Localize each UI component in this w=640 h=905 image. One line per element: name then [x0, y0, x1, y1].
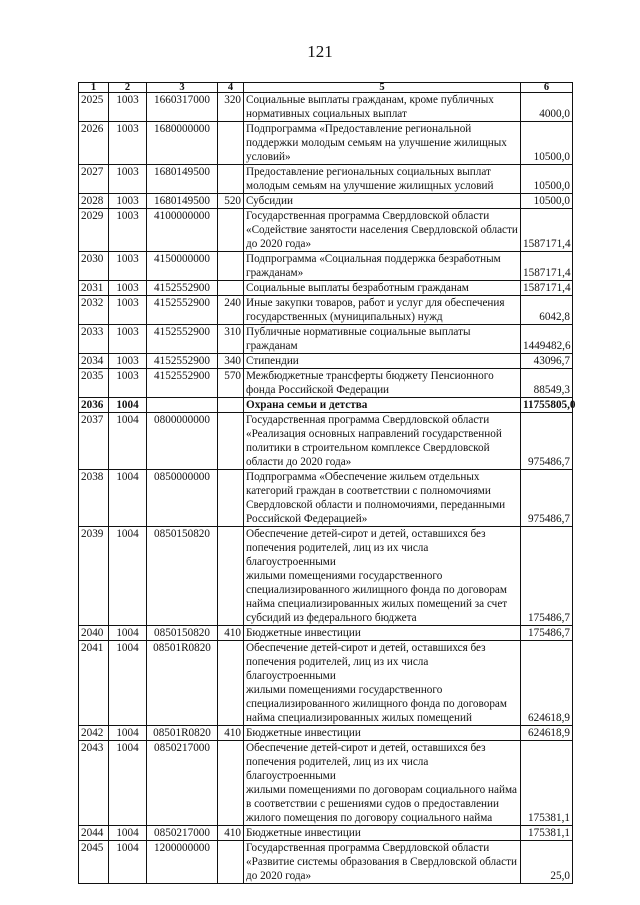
item-name: Предоставление региональных социальных выплат молодым семьям на улучшение жилищных условий: [244, 165, 521, 194]
item-name: Социальные выплаты гражданам, кроме публичных нормативных социальных выплат: [244, 93, 521, 122]
row-number: 2027: [79, 165, 109, 194]
col-header: 1: [79, 83, 109, 93]
target-article-code: 0850150820: [147, 626, 218, 641]
section-code: 1004: [109, 413, 147, 470]
table-row: [79, 726, 573, 741]
amount: 25,0: [521, 841, 573, 884]
item-name: Государственная программа Свердловской области «Развитие системы образования в Свердловской области до 2020 года»: [244, 841, 521, 884]
expense-type-code: [218, 841, 244, 884]
expense-type-code: [218, 413, 244, 470]
section-code: 1003: [109, 281, 147, 296]
table-row: [79, 281, 573, 296]
row-number: 2043: [79, 741, 109, 826]
item-name: Иные закупки товаров, работ и услуг для обеспечения государственных (муниципальных) нужд: [244, 296, 521, 325]
table-row: [79, 325, 573, 354]
table-row: [79, 296, 573, 325]
row-number: 2045: [79, 841, 109, 884]
section-code: 1004: [109, 641, 147, 726]
section-code: 1003: [109, 369, 147, 398]
section-code: 1004: [109, 398, 147, 413]
table-row: [79, 826, 573, 841]
expense-type-code: 320: [218, 93, 244, 122]
expense-type-code: 570: [218, 369, 244, 398]
col-header: 3: [147, 83, 218, 93]
expense-type-code: [218, 252, 244, 281]
table-row: [79, 413, 573, 470]
row-number: 2044: [79, 826, 109, 841]
expense-type-code: [218, 470, 244, 527]
target-article-code: 0800000000: [147, 413, 218, 470]
target-article-code: 4152552900: [147, 325, 218, 354]
section-code: 1004: [109, 726, 147, 741]
row-number: 2037: [79, 413, 109, 470]
item-name: Бюджетные инвестиции: [244, 826, 521, 841]
col-header: 6: [521, 83, 573, 93]
item-name: Бюджетные инвестиции: [244, 626, 521, 641]
expense-type-code: [218, 281, 244, 296]
amount: 624618,9: [521, 726, 573, 741]
row-number: 2034: [79, 354, 109, 369]
section-code: 1004: [109, 841, 147, 884]
table-row: [79, 194, 573, 209]
target-article-code: 4152552900: [147, 296, 218, 325]
item-name: Стипендии: [244, 354, 521, 369]
amount: 975486,7: [521, 413, 573, 470]
row-number: 2028: [79, 194, 109, 209]
target-article-code: 1680149500: [147, 165, 218, 194]
target-article-code: 1680000000: [147, 122, 218, 165]
section-code: 1004: [109, 826, 147, 841]
expense-type-code: 410: [218, 726, 244, 741]
amount: 11755805,0: [521, 398, 573, 413]
amount: 975486,7: [521, 470, 573, 527]
table-row: [79, 252, 573, 281]
expense-type-code: 340: [218, 354, 244, 369]
col-header: 2: [109, 83, 147, 93]
item-name: Подпрограмма «Предоставление региональной поддержки молодым семьям на улучшение жилищных условий»: [244, 122, 521, 165]
item-name: Обеспечение детей-сирот и детей, оставшихся без попечения родителей, лиц из их числа благоустроенными жилыми помещениями государственного специализированного жилищного фонда по договорам найма специализированных жилых помещений за счет субсидий из федерального бюджета: [244, 527, 521, 626]
target-article-code: 0850000000: [147, 470, 218, 527]
table-row: [79, 369, 573, 398]
amount: 1587171,4: [521, 252, 573, 281]
target-article-code: 1200000000: [147, 841, 218, 884]
item-name: Подпрограмма «Социальная поддержка безработным гражданам»: [244, 252, 521, 281]
expense-type-code: [218, 398, 244, 413]
table-row: [79, 641, 573, 726]
row-number: 2035: [79, 369, 109, 398]
section-code: 1003: [109, 252, 147, 281]
row-number: 2042: [79, 726, 109, 741]
amount: 6042,8: [521, 296, 573, 325]
target-article-code: 1680149500: [147, 194, 218, 209]
page-number: 121: [307, 42, 333, 61]
target-article-code: 08501R0820: [147, 726, 218, 741]
amount: 88549,3: [521, 369, 573, 398]
section-code: 1003: [109, 209, 147, 252]
target-article-code: 4100000000: [147, 209, 218, 252]
amount: 4000,0: [521, 93, 573, 122]
row-number: 2026: [79, 122, 109, 165]
section-code: 1003: [109, 122, 147, 165]
table-row: [79, 470, 573, 527]
row-number: 2031: [79, 281, 109, 296]
expense-type-code: [218, 527, 244, 626]
row-number: 2039: [79, 527, 109, 626]
item-name: Охрана семьи и детства: [244, 398, 521, 413]
table-row: [79, 527, 573, 626]
target-article-code: 1660317000: [147, 93, 218, 122]
amount: 175381,1: [521, 826, 573, 841]
row-number: 2038: [79, 470, 109, 527]
row-number: 2029: [79, 209, 109, 252]
expense-type-code: 520: [218, 194, 244, 209]
table-row: [79, 209, 573, 252]
row-number: 2025: [79, 93, 109, 122]
section-code: 1004: [109, 470, 147, 527]
table-row: [79, 354, 573, 369]
expense-type-code: [218, 165, 244, 194]
item-name: Государственная программа Свердловской области «Содействие занятости населения Свердловской области до 2020 года»: [244, 209, 521, 252]
expense-type-code: [218, 741, 244, 826]
row-number: 2032: [79, 296, 109, 325]
expense-type-code: [218, 122, 244, 165]
section-code: 1003: [109, 296, 147, 325]
item-name: Обеспечение детей-сирот и детей, оставшихся без попечения родителей, лиц из их числа благоустроенными жилыми помещениями по договорам социального найма в соответствии с решениями судов о предоставлении жилого помещения по договору социального найма: [244, 741, 521, 826]
row-number: 2036: [79, 398, 109, 413]
header-row: [79, 83, 573, 93]
expense-type-code: 410: [218, 826, 244, 841]
section-code: 1004: [109, 527, 147, 626]
item-name: Бюджетные инвестиции: [244, 726, 521, 741]
amount: 1449482,6: [521, 325, 573, 354]
section-code: 1003: [109, 194, 147, 209]
amount: 175486,7: [521, 626, 573, 641]
target-article-code: 08501R0820: [147, 641, 218, 726]
section-code: 1004: [109, 741, 147, 826]
table-row: [79, 626, 573, 641]
target-article-code: 4152552900: [147, 369, 218, 398]
target-article-code: 4152552900: [147, 354, 218, 369]
item-name: Межбюджетные трансферты бюджету Пенсионного фонда Российской Федерации: [244, 369, 521, 398]
amount: 1587171,4: [521, 209, 573, 252]
table-row: [79, 122, 573, 165]
target-article-code: 0850217000: [147, 741, 218, 826]
row-number: 2041: [79, 641, 109, 726]
amount: 175486,7: [521, 527, 573, 626]
target-article-code: 0850150820: [147, 527, 218, 626]
section-code: 1004: [109, 626, 147, 641]
expense-type-code: [218, 641, 244, 726]
row-number: 2040: [79, 626, 109, 641]
target-article-code: 4152552900: [147, 281, 218, 296]
section-code: 1003: [109, 325, 147, 354]
row-number: 2033: [79, 325, 109, 354]
amount: 10500,0: [521, 165, 573, 194]
amount: 10500,0: [521, 194, 573, 209]
table-row: [79, 93, 573, 122]
table-row: [79, 398, 573, 413]
budget-table: [78, 82, 576, 884]
target-article-code: 4150000000: [147, 252, 218, 281]
section-code: 1003: [109, 354, 147, 369]
amount: 624618,9: [521, 641, 573, 726]
col-header: 4: [218, 83, 244, 93]
row-number: 2030: [79, 252, 109, 281]
expense-type-code: 310: [218, 325, 244, 354]
col-header: 5: [244, 83, 521, 93]
item-name: Социальные выплаты безработным гражданам: [244, 281, 521, 296]
amount: 175381,1: [521, 741, 573, 826]
table-row: [79, 741, 573, 826]
item-name: Публичные нормативные социальные выплаты гражданам: [244, 325, 521, 354]
target-article-code: [147, 398, 218, 413]
amount: 43096,7: [521, 354, 573, 369]
amount: 10500,0: [521, 122, 573, 165]
expense-type-code: 240: [218, 296, 244, 325]
item-name: Подпрограмма «Обеспечение жильем отдельных категорий граждан в соответствии с полномочиями Свердловской области и полномочиями, переданными Российской Федерацией»: [244, 470, 521, 527]
target-article-code: 0850217000: [147, 826, 218, 841]
expense-type-code: 410: [218, 626, 244, 641]
item-name: Субсидии: [244, 194, 521, 209]
item-name: Обеспечение детей-сирот и детей, оставшихся без попечения родителей, лиц из их числа благоустроенными жилыми помещениями государственного специализированного жилищного фонда по договорам найма специализированных жилых помещений: [244, 641, 521, 726]
table-row: [79, 165, 573, 194]
table-row: [79, 841, 573, 884]
amount: 1587171,4: [521, 281, 573, 296]
expense-type-code: [218, 209, 244, 252]
item-name: Государственная программа Свердловской области «Реализация основных направлений государственной политики в строительном комплексе Свердловской области до 2020 года»: [244, 413, 521, 470]
section-code: 1003: [109, 93, 147, 122]
section-code: 1003: [109, 165, 147, 194]
